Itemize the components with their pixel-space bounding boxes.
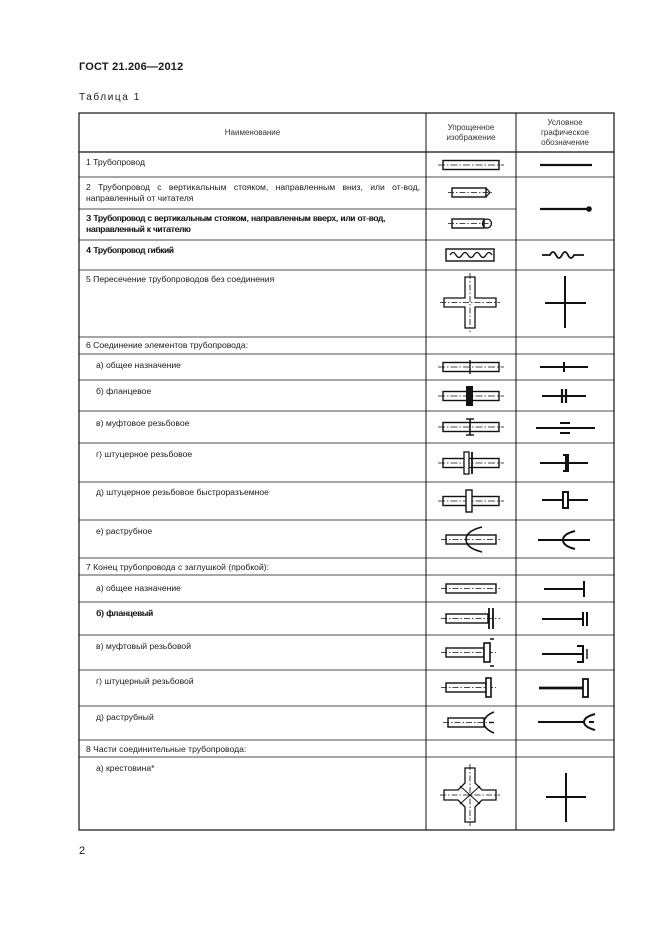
row-name: 8 Части соединительные трубопровода: (86, 744, 247, 754)
simplified-plug-coupling (441, 639, 496, 666)
simplified-pipeline (438, 161, 504, 170)
row-name: 4 Трубопровод гибкий (86, 245, 174, 255)
row-name: 6 Соединение элементов трубопровода: (86, 340, 248, 350)
table-title: Таблица 1 (79, 92, 141, 103)
row-name: 5 Пересечение трубопроводов без соединения (86, 274, 275, 284)
symbol-plug-socket (538, 714, 595, 730)
simplified-riser-up (448, 219, 494, 228)
header-conventional: Условное графическое обозначение (541, 118, 589, 147)
symbol-joint-coupling (536, 423, 595, 433)
simplified-cross-fitting (440, 764, 500, 826)
simplified-plug-socket (443, 712, 494, 733)
simplified-plug-union (441, 678, 496, 697)
row-name: г) штуцерный резьбовой (96, 676, 194, 686)
simplified-joint-quick-union (438, 490, 504, 512)
row-name: 2 Трубопровод с вертикальным стояком, направленным вниз, или от-вод, направленный от читателя (86, 182, 420, 203)
symbol-plug-flanged (542, 612, 587, 626)
simplified-riser-down (448, 188, 492, 197)
row-name: е) раструбное (96, 526, 153, 536)
symbol-plug-union (539, 679, 588, 697)
simplified-plug-flanged (441, 608, 500, 629)
symbol-riser (540, 206, 592, 212)
simplified-plug-general (441, 584, 500, 593)
row-name: 7 Конец трубопровода с заглушкой (пробкой): (86, 562, 270, 572)
symbol-crossing (545, 276, 586, 328)
simplified-joint-union (438, 452, 504, 474)
simplified-joint-socket (441, 527, 500, 552)
symbol-joint-flanged (542, 389, 586, 403)
symbol-joint-union (540, 455, 588, 471)
simplified-crossing (440, 273, 500, 332)
row-name: 1 Трубопровод (86, 157, 145, 167)
simplified-joint-coupling (438, 419, 504, 435)
row-name: 3 Трубопровод с вертикальным стояком, направленным вверх, или от-вод, направленный к читателю (86, 213, 386, 234)
row-name: г) штуцерное резьбовое (96, 449, 193, 459)
symbol-cross-fitting (546, 773, 586, 822)
row-name: а) общее назначение (96, 583, 181, 593)
symbol-joint-general (540, 362, 588, 372)
row-name: б) фланцевый (96, 608, 153, 618)
simplified-joint-flanged (438, 386, 504, 406)
symbol-joint-quick-union (542, 492, 588, 508)
document-code: ГОСТ 21.206—2012 (79, 61, 184, 73)
row-name: д) штуцерное резьбовое быстроразъемное (96, 487, 269, 497)
header-simplified: Упрощенное изображение (446, 123, 496, 142)
row-name: в) муфтовый резьбовой (96, 641, 191, 651)
simplified-joint-general (438, 360, 504, 374)
symbol-flexible-pipe (542, 252, 584, 258)
page-number: 2 (79, 845, 86, 857)
symbol-plug-general (544, 581, 584, 597)
header-name: Наименование (224, 128, 281, 137)
symbol-plug-coupling (542, 646, 587, 662)
row-name: б) фланцевое (96, 386, 152, 396)
row-name: в) муфтовое резьбовое (96, 418, 190, 428)
row-name: д) раструбный (96, 712, 154, 722)
simplified-flexible-pipe (446, 249, 494, 261)
row-name: а) общее назначение (96, 360, 181, 370)
symbol-joint-socket (538, 531, 590, 549)
row-name: а) крестовина* (96, 763, 155, 773)
